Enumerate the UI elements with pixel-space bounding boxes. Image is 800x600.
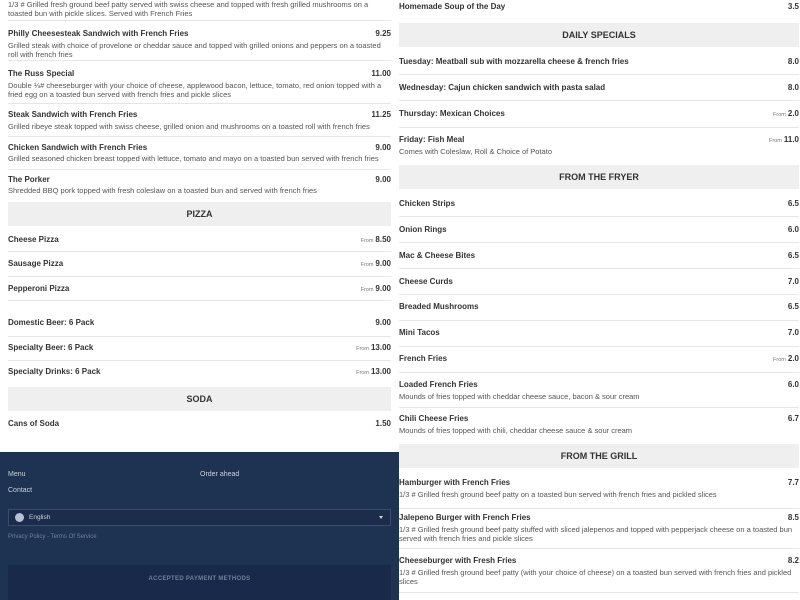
menu-item-thursday-special[interactable] [399,100,799,128]
section-header-daily-specials: DAILY SPECIALS [399,23,799,47]
item-price: 9.25 [375,29,391,38]
item-name: Jalepeno Burger with French Fries [399,513,531,522]
item-name: Specialty Drinks: 6 Pack [8,367,101,376]
menu-item-philly[interactable] [8,20,391,61]
item-name: Steak Sandwich with French Fries [8,110,138,119]
menu-item-russ-special[interactable] [8,60,391,104]
from-label: From [360,238,374,244]
footer-link-menu[interactable]: Menu [8,471,26,478]
item-price: 6.5 [787,251,799,260]
item-price: 7.7 [787,478,799,487]
from-label: From [356,370,369,376]
item-name: Onion Rings [399,225,447,234]
menu-item-french-fries[interactable] [399,346,799,373]
item-price: 7.0 [787,328,799,337]
menu-item-domestic-beer[interactable] [8,308,391,337]
item-price: 9.00 [375,175,391,184]
menu-item-breaded-mushrooms[interactable] [399,294,799,321]
legal-links[interactable]: Privacy Policy - Terms Of Service [8,534,97,540]
item-name: Breaded Mushrooms [399,302,479,311]
menu-item-jalepeno-burger[interactable] [399,508,799,549]
menu-item-specialty-beer[interactable] [8,336,391,361]
item-price: 8.2 [787,556,799,565]
item-name: Chicken Strips [399,199,456,208]
item-price: From 2.0 [773,354,799,363]
menu-item-cans-of-soda[interactable] [8,411,391,435]
menu-item-specialty-drinks[interactable] [8,360,391,386]
item-price: 7.0 [787,277,799,286]
item-description: Double ⅓# cheeseburger with your choice of cheese, applewood bacon, lettuce, tomato, red onion topped with a fried egg on a toasted bun served with french fries and pickle slices [8,81,382,99]
item-name: Chili Cheese Fries [399,414,469,423]
menu-item-soup[interactable] [399,0,799,18]
item-price: 9.00 [375,318,391,327]
footer-link-contact[interactable]: Contact [8,487,33,494]
item-description: Mounds of fries topped with chili, cheddar cheese sauce & sour cream [399,426,633,435]
menu-item-porker[interactable] [8,169,391,202]
menu-item-loaded-french-fries[interactable] [399,372,799,408]
item-price: 6.0 [787,380,799,389]
menu-item-hamburger[interactable] [399,468,799,509]
menu-item-tuesday-special[interactable] [399,47,799,75]
menu-item-friday-fish[interactable] [399,127,799,165]
section-header-pizza: PIZZA [8,202,391,226]
footer-link-order-ahead[interactable]: Order ahead [200,471,240,478]
from-label: From [356,346,369,352]
item-name: Pepperoni Pizza [8,284,70,293]
item-name: Mac & Cheese Bites [399,251,476,260]
item-name: Homemade Soup of the Day [399,2,506,11]
menu-item-mini-tacos[interactable] [399,320,799,347]
item-description: 1/3 # Grilled fresh ground beef patty served with swiss cheese and topped with fresh grilled mushrooms on a toasted bun with pickle slices. Served with French Fries [8,0,369,18]
menu-item-chicken-strips[interactable] [399,189,799,217]
from-label: From [769,138,782,144]
item-price: From 13.00 [356,367,391,376]
item-description: 1/3 # Grilled fresh ground beef patty (with your choice of cheese) on a toasted bun served with french fries and pickled slices [399,568,792,586]
left-menu-panel [0,0,399,600]
item-price: From 11.0 [769,135,799,144]
item-name: French Fries [399,354,448,363]
item-name: Cans of Soda [8,419,60,428]
payment-methods-title: ACCEPTED PAYMENT METHODS [148,576,251,582]
item-name: Sausage Pizza [8,259,64,268]
item-name: Thursday: Mexican Choices [399,109,505,118]
item-name: Chicken Sandwich with French Fries [8,143,148,152]
section-header-grill: FROM THE GRILL [399,444,799,468]
item-price: 8.0 [787,57,799,66]
item-name: Tuesday: Meatball sub with mozzarella cheese & french fries [399,57,629,66]
from-label: From [773,112,786,118]
item-price: 8.5 [787,513,799,522]
section-header-fryer: FROM THE FRYER [399,165,799,189]
item-price: 9.00 [375,143,391,152]
item-price: From 9.00 [360,259,391,268]
item-price: 3.5 [787,2,799,11]
from-label: From [360,262,374,268]
item-price: 8.0 [787,83,799,92]
menu-item-onion-rings[interactable] [399,216,799,243]
item-name: The Russ Special [8,69,75,78]
item-price: 6.5 [787,199,799,208]
item-price: From 9.00 [360,284,391,293]
item-price: 6.7 [787,414,799,423]
menu-item-cheese-curds[interactable] [399,268,799,295]
item-price: 6.5 [787,302,799,311]
language-label: English [29,514,51,521]
item-price: 1.50 [375,419,391,428]
menu-item-cheese-pizza[interactable] [8,226,391,252]
menu-item-wednesday-special[interactable] [399,74,799,101]
item-description: 1/3 # Grilled fresh ground beef patty stuffed with sliced jalepenos and topped with pepperjack cheese on a toasted bun served with french fries and pickle slices [399,525,793,543]
item-name: Friday: Fish Meal [399,135,465,144]
menu-item-steak-sandwich[interactable] [8,103,391,137]
menu-item-cheeseburger[interactable] [399,548,799,593]
menu-item-chicken-sandwich[interactable] [8,136,391,170]
item-description: Grilled seasoned chicken breast topped with lettuce, tomato and mayo on a toasted bun served with french fries [8,154,379,163]
chevron-down-icon [379,516,383,519]
right-menu-panel [399,0,800,600]
item-description: Grilled steak with choice of provelone or cheddar sauce and topped with grilled onions and peppers on a toasted roll with french fries [8,41,381,59]
from-label: From [773,357,786,363]
item-price: From 8.50 [360,235,391,244]
menu-item-intro[interactable] [8,0,391,21]
item-name: Wednesday: Cajun chicken sandwich with pasta salad [399,83,606,92]
menu-item-pepperoni-pizza[interactable] [8,276,391,301]
item-name: Philly Cheesesteak Sandwich with French Fries [8,29,189,38]
section-header-soda: SODA [8,387,391,411]
item-name: Mini Tacos [399,328,440,337]
item-name: Cheeseburger with Fresh Fries [399,556,517,565]
item-name: Cheese Curds [399,277,453,286]
globe-icon [15,513,24,522]
item-price: From 2.0 [773,109,799,118]
item-name: Specialty Beer: 6 Pack [8,343,94,352]
item-name: The Porker [8,175,50,184]
item-description: Shredded BBQ pork topped with fresh coleslaw on a toasted bun and served with french fries [8,186,317,195]
item-description: 1/3 # Grilled fresh ground beef patty on a toasted bun served with french fries and pickled slices [399,490,717,499]
item-name: Loaded French Fries [399,380,478,389]
from-label: From [360,287,374,293]
menu-item-chili-cheese-fries[interactable] [399,407,799,444]
item-description: Comes with Coleslaw, Roll & Choice of Potato [399,147,552,156]
item-price: 11.25 [371,110,391,119]
menu-item-mac-cheese-bites[interactable] [399,242,799,269]
item-price: From 13.00 [356,343,391,352]
item-price: 11.00 [371,69,391,78]
item-name: Cheese Pizza [8,235,59,244]
item-price: 6.0 [787,225,799,234]
item-name: Domestic Beer: 6 Pack [8,318,95,327]
menu-item-sausage-pizza[interactable] [8,251,391,277]
language-select[interactable] [8,509,391,526]
payment-methods-panel [8,565,391,600]
item-name: Hamburger with French Fries [399,478,511,487]
item-description: Grilled ribeye steak topped with swiss cheese, grilled onion and mushrooms on a toasted roll with french fries [8,122,370,131]
item-description: Mounds of fries topped with cheddar cheese sauce, bacon & sour cream [399,392,640,401]
